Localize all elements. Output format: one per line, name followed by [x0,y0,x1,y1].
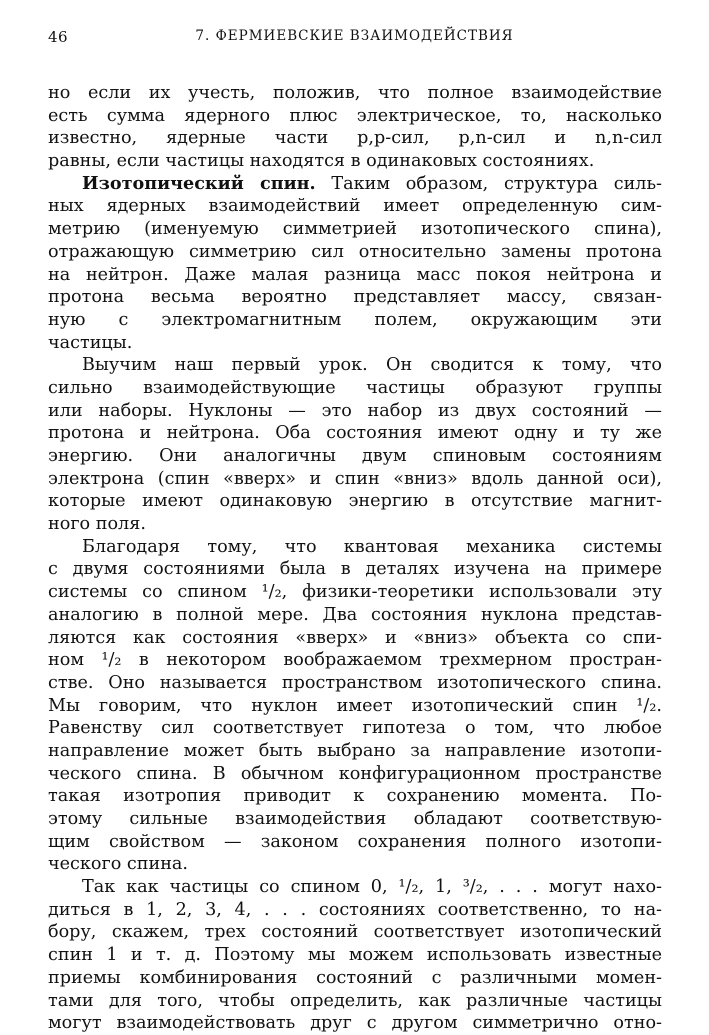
page-number: 46 [48,28,69,46]
line-text: тами для того, чтобы определить, как различные частицы [48,990,662,1011]
text-line [48,649,662,672]
text-line [48,695,662,718]
text-line [48,173,662,196]
text-line [48,536,662,559]
line-text: Так как частицы со спином 0, ¹/₂, 1, ³/₂, . . . могут нахо- [82,877,662,898]
line-text: приемы комбинирования состояний с различными момен- [48,967,662,988]
text-line [48,513,662,536]
line-text: бору, скажем, трех состояний соответствует изотопический [48,922,662,943]
line-text: метрию (именуемую симметрией изотопического спина), [48,219,662,240]
text-line [48,82,662,105]
text-line [48,672,662,695]
line-text: сильно взаимодействующие частицы образуют группы [48,377,662,398]
line-text: протона весьма вероятно представляет массу, связан- [48,287,662,308]
text-line [48,763,662,786]
line-text: на нейтрон. Даже малая разница масс покоя нейтрона и [48,264,662,285]
line-text: ную с электромагнитным полем, окружающим эти [48,309,662,330]
text-line [48,445,662,468]
text-line [48,944,662,967]
line-text: ляются как состояния «вверх» и «вниз» объекта со спи- [48,627,662,648]
text-line [48,218,662,241]
line-text: направление может быть выбрано за направление изотопи- [48,740,662,761]
text-line [48,717,662,740]
line-text: энергию. Они аналогичны двум спиновым состояниям [48,446,662,466]
line-text: системы со спином ¹/₂, физики-теоретики использовали эту [48,582,662,603]
line-text: электрона (спин «вверх» и спин «вниз» вдоль данной оси), [48,468,662,489]
page-header [48,22,661,52]
text-line [48,627,662,650]
body-text [48,82,662,1035]
text-line [48,105,662,128]
text-line [48,422,662,445]
text-line [48,740,662,763]
line-text: ного поля. [48,514,146,535]
line-text: этому сильные взаимодействия обладают соответствую- [48,809,662,829]
text-line [48,785,662,808]
text-line [48,490,662,513]
line-text: которые имеют одинаковую энергию в отсутствие магнит- [48,491,662,512]
text-line [48,377,662,400]
text-line [48,967,662,990]
text-line [48,127,662,150]
text-line [48,876,662,899]
text-line [48,309,662,332]
line-text: частицы. [48,332,133,353]
line-text: аналогию в полной мере. Два состояния нуклона представ- [48,604,662,625]
text-line [48,990,662,1013]
line-text: Мы говорим, что нуклон имеет изотопический спин ¹/₂. [48,695,662,716]
line-text: спин 1 и т. д. Поэтому мы можем использовать известные [48,945,662,966]
line-text: Выучим наш первый урок. Он сводится к тому, что [82,355,662,376]
line-text: равны, если частицы находятся в одинаковых состояниях. [48,151,595,172]
line-text: есть сумма ядерного плюс электрическое, то, насколько [48,105,662,126]
text-line [48,150,662,173]
line-text: Благодаря тому, что квантовая механика системы [82,536,662,557]
line-text: Таким образом, структура силь- [315,173,663,194]
line-text: но если их учесть, положив, что полное взаимодействие [48,83,662,103]
line-text: с двумя состояниями была в деталях изучена на примере [48,559,662,580]
line-text: протона и нейтрона. Оба состояния имеют одну и ту же [48,423,662,444]
line-text: диться в 1, 2, 3, 4, . . . состояниях соответственно, то на- [48,899,662,920]
text-line [48,831,662,854]
running-title: 7. ФЕРМИЕВСКИЕ ВЗАИМОДЕЙСТВИЯ [195,28,514,44]
line-text: Равенству сил соответствует гипотеза о том, что любое [48,718,662,739]
line-text: ных ядерных взаимодействий имеет определенную сим- [48,196,662,217]
text-line [48,808,662,831]
text-line [48,332,662,355]
text-line [48,400,662,423]
text-line [48,558,662,581]
line-text: могут взаимодействовать друг с другом симметрично отно- [48,1013,662,1034]
text-line [48,241,662,264]
line-text: или наборы. Нуклоны — это набор из двух состояний — [48,400,662,421]
line-text: ческого спина. В обычном конфигурационном пространстве [48,763,662,784]
line-text: щим свойством — законом сохранения полного изотопи- [48,831,662,852]
text-line [48,354,662,377]
line-text: отражающую симметрию сил относительно замены протона [48,241,662,262]
section-heading: Изотопический спин. [82,172,316,194]
text-line [48,195,662,218]
text-line [48,604,662,627]
text-line [48,1012,662,1035]
line-text: известно, ядерные части p,p-сил, p,n-сил и n,n-сил [48,128,662,149]
text-line [48,581,662,604]
text-line [48,468,662,491]
line-text: стве. Оно называется пространством изотопического спина. [48,672,662,693]
line-text: ном ¹/₂ в некотором воображаемом трехмерном простран- [48,650,662,671]
line-text: такая изотропия приводит к сохранению момента. По- [48,786,662,807]
text-line [48,899,662,922]
text-line [48,264,662,287]
line-text: ческого спина. [48,854,189,875]
text-line [48,921,662,944]
text-line [48,286,662,309]
text-line [48,853,662,876]
